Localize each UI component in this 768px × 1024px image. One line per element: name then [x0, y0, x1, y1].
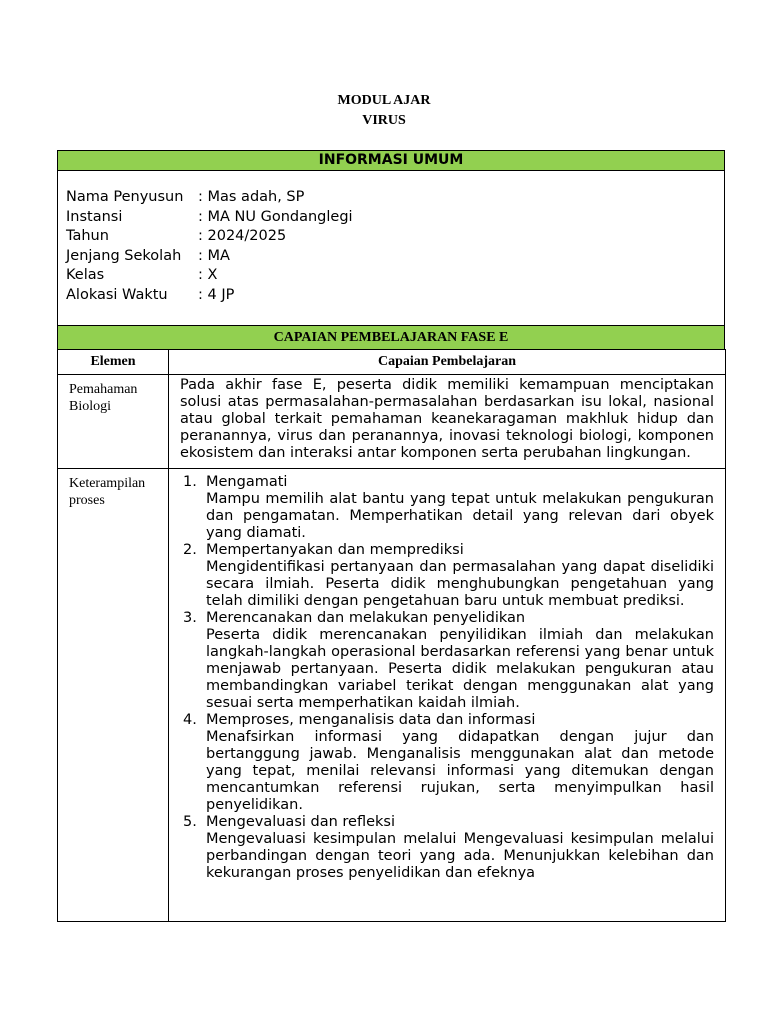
- document-title: MODUL AJAR: [337, 93, 431, 108]
- table-row: [58, 375, 726, 469]
- list-item: [180, 542, 714, 610]
- informasi-umum-heading: INFORMASI UMUM: [57, 150, 725, 171]
- info-label: Instansi: [66, 208, 123, 225]
- table-header-row: [58, 350, 726, 375]
- step-text: Mampu memilih alat bantu yang tepat untuk melakukan pengukuran dan pengamatan. Memperhatikan detail yang relevan dari obyek yang diamati.: [206, 491, 714, 541]
- step-number: 5.: [183, 814, 197, 830]
- info-value: : MA NU Gondanglegi: [198, 208, 353, 225]
- step-text: Menafsirkan informasi yang didapatkan dengan jujur dan bertanggung jawab. Menganalisis menggunakan alat dan metode yang tepat, menilai relevansi informasi yang ditemukan dengan mencantumkan referensi rujukan, serta menyimpulkan hasil penyelidikan.: [206, 729, 714, 813]
- info-value: : 2024/2025: [198, 228, 287, 244]
- elemen-cell: Keterampilan proses: [58, 469, 169, 922]
- list-item: [180, 814, 714, 882]
- capaian-heading: CAPAIAN PEMBELAJARAN FASE E: [57, 325, 725, 350]
- table-row: [58, 469, 726, 922]
- step-number: 3.: [183, 610, 197, 626]
- step-title: Memproses, menganalisis data dan informasi: [206, 712, 536, 728]
- step-number: 4.: [183, 712, 197, 728]
- column-header-capaian: Capaian Pembelajaran: [169, 350, 726, 375]
- step-title: Merencanakan dan melakukan penyelidikan: [206, 610, 526, 626]
- info-row-instansi: [66, 208, 353, 228]
- informasi-umum-panel: [57, 170, 725, 326]
- info-row-jenjang-sekolah: [66, 247, 230, 267]
- step-title: Mempertanyakan dan memprediksi: [206, 542, 464, 558]
- info-label: Alokasi Waktu: [66, 286, 168, 303]
- info-value: : X: [198, 267, 218, 283]
- step-text: Peserta didik merencanakan penyilidikan ilmiah dan melakukan langkah-langkah operasional berdasarkan referensi yang benar untuk menjawab pertanyaan. Peserta didik melakukan pengukuran atau membandingkan variabel terikat dengan menggunakan alat yang sesuai serta memperhatikan kaidah ilmiah.: [206, 627, 714, 711]
- capaian-cell: [169, 469, 726, 922]
- step-text: Mengidentifikasi pertanyaan dan permasalahan yang dapat diselidiki secara ilmiah. Peserta didik menghubungkan pengetahuan yang telah dimiliki dengan pengetahuan baru untuk membuat prediksi.: [206, 559, 714, 609]
- info-row-nama-penyusun: [66, 188, 304, 208]
- process-steps-list: [180, 474, 714, 882]
- info-row-tahun: [66, 227, 286, 247]
- capaian-table: [57, 349, 726, 922]
- info-label: Jenjang Sekolah: [66, 247, 182, 264]
- capaian-text: Pada akhir fase E, peserta didik memiliki kemampuan menciptakan solusi atas permasalahan-permasalahan berdasarkan isu lokal, nasional atau global terkait pemahaman keanekaragaman makhluk hidup dan peranannya, virus dan peranannya, inovasi teknologi biologi, komponen ekosistem dan interaksi antar komponen serta perubahan lingkungan.: [180, 377, 714, 461]
- step-number: 1.: [183, 474, 197, 490]
- elemen-cell: Pemahaman Biologi: [58, 375, 169, 469]
- info-label: Kelas: [66, 267, 105, 283]
- info-value: : 4 JP: [198, 286, 235, 303]
- column-header-elemen: Elemen: [58, 350, 169, 375]
- step-text: Mengevaluasi kesimpulan melalui Mengevaluasi kesimpulan melalui perbandingan dengan teori yang ada. Menunjukkan kelebihan dan kekurangan proses penyelidikan dan efeknya: [206, 831, 714, 881]
- info-value: : Mas adah, SP: [198, 189, 305, 205]
- info-row-alokasi-waktu: [66, 286, 234, 306]
- capaian-cell: [169, 375, 726, 469]
- steps-container: [180, 471, 714, 920]
- list-item: [180, 712, 714, 814]
- list-item: [180, 610, 714, 712]
- info-row-kelas: [66, 266, 217, 286]
- info-value: : MA: [198, 247, 230, 264]
- list-item: [180, 474, 714, 542]
- step-title: Mengamati: [206, 474, 288, 490]
- step-title: Mengevaluasi dan refleksi: [206, 814, 395, 830]
- info-label: Nama Penyusun: [66, 189, 184, 205]
- info-label: Tahun: [66, 228, 109, 244]
- step-number: 2.: [183, 542, 197, 558]
- document-subtitle: VIRUS: [362, 113, 406, 128]
